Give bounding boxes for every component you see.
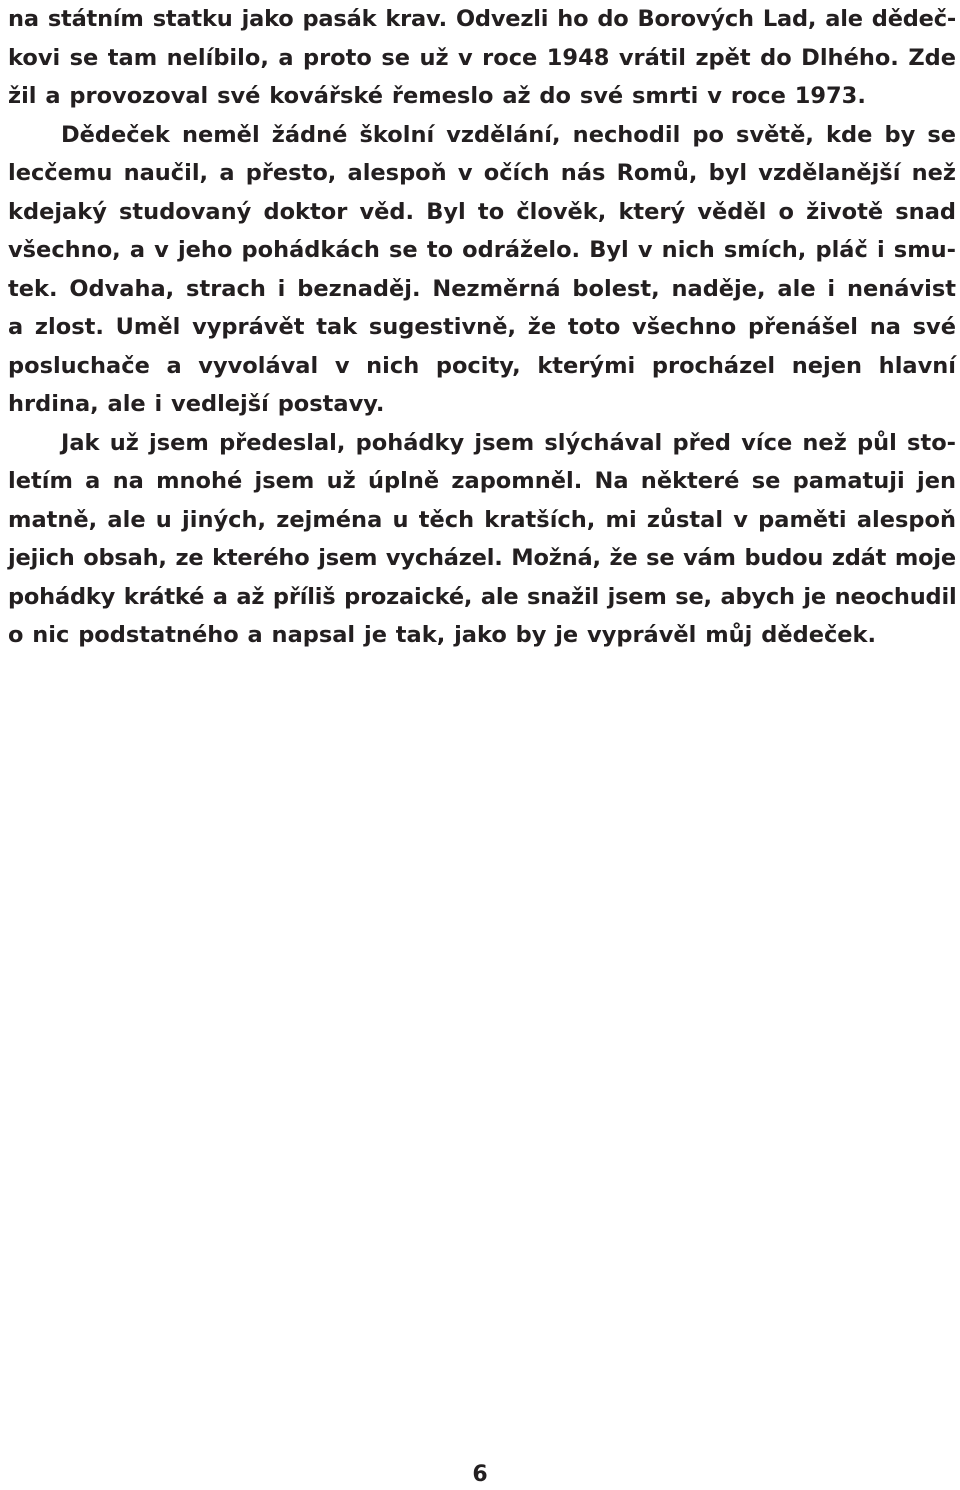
page-number: 6	[472, 1462, 488, 1487]
text-line: posluchače a vyvolával v nich pocity, kterými procházel nejen hlavní	[8, 352, 956, 379]
text-line: o nic podstatného a napsal je tak, jako by je vyprávěl můj dědeček.	[8, 622, 877, 648]
body-text	[8, 0, 956, 655]
text-line: lecčemu naučil, a přesto, alespoň v očích nás Romů, byl vzdělanější než	[8, 160, 956, 186]
text-line: kovi se tam nelíbilo, a proto se už v roce 1948 vrátil zpět do Dlhého. Zde	[8, 44, 956, 71]
text-line: pohádky krátké a až příliš prozaické, ale snažil jsem se, abych je neochudil	[8, 583, 957, 610]
text-line: žil a provozoval své kovářské řemeslo až do své smrti v roce 1973.	[8, 83, 866, 109]
text-line: na státním statku jako pasák krav. Odvezli ho do Borových Lad, ale dědeč-	[8, 6, 956, 32]
paragraph-start-line: Jak už jsem předeslal, pohádky jsem slýchával před více než půl sto-	[61, 429, 956, 456]
text-line: kdejaký studovaný doktor věd. Byl to člověk, který věděl o životě snad	[8, 198, 956, 225]
text-line: matně, ale u jiných, zejména u těch kratších, mi zůstal v paměti alespoň	[8, 506, 956, 533]
text-line: letím a na mnohé jsem už úplně zapomněl. Na některé se pamatuji jen	[8, 468, 956, 494]
text-line: hrdina, ale i vedlejší postavy.	[8, 391, 385, 417]
text-line: a zlost. Uměl vyprávět tak sugestivně, že toto všechno přenášel na své	[8, 314, 956, 340]
text-line: jejich obsah, ze kterého jsem vycházel. Možná, že se vám budou zdát moje	[8, 545, 956, 571]
text-line: všechno, a v jeho pohádkách se to odráželo. Byl v nich smích, pláč i smu-	[8, 237, 956, 263]
paragraph-start-line: Dědeček neměl žádné školní vzdělání, nechodil po světě, kde by se	[61, 121, 956, 148]
text-line: tek. Odvaha, strach i beznaděj. Nezměrná bolest, naděje, ale i nenávist	[8, 275, 956, 302]
